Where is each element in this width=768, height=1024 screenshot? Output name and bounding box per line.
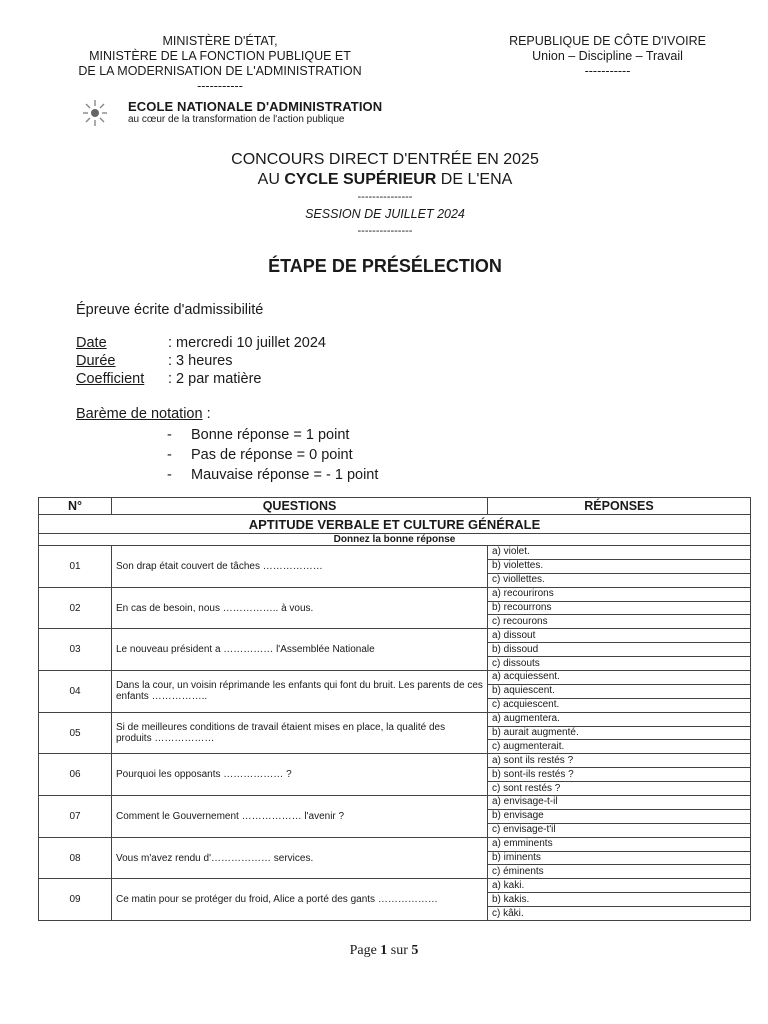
table-row <box>39 754 751 768</box>
title-line2 <box>150 170 620 190</box>
ministry-header <box>60 34 380 94</box>
question-number: 01 <box>39 546 112 588</box>
page-prefix: Page <box>349 943 381 958</box>
header-answers: RÉPONSES <box>488 498 751 515</box>
title-line2-suffix: DE L'ENA <box>436 171 513 188</box>
bareme-item-text: Pas de réponse = 0 point <box>191 447 353 463</box>
table-row <box>39 671 751 685</box>
bareme-label: Barème de notation <box>76 406 203 422</box>
republic-motto: Union – Discipline – Travail <box>532 49 683 63</box>
question-text: Vous m'avez rendu d'……………… services. <box>112 837 488 879</box>
answer-option: a) recourirons <box>488 587 751 601</box>
info-label: Coefficient <box>76 371 145 387</box>
section-row <box>39 515 751 534</box>
answer-option: a) kaki. <box>488 879 751 893</box>
answer-option: b) envisage <box>488 809 751 823</box>
page-mid: sur <box>387 943 412 958</box>
question-text: Le nouveau président a …………… l'Assemblée Nationale <box>112 629 488 671</box>
question-text: Si de meilleures conditions de travail étaient mises en place, la qualité des produits ……………… <box>112 712 488 754</box>
answer-option: c) kâki. <box>488 907 751 921</box>
answer-option: c) envisage-t'il <box>488 823 751 837</box>
info-label: Durée <box>76 353 116 369</box>
question-text: En cas de besoin, nous …………….. à vous. <box>112 587 488 629</box>
info-value: : 2 par matière <box>168 371 262 387</box>
answer-option: a) acquiessent. <box>488 671 751 685</box>
session-label: SESSION DE JUILLET 2024 <box>305 207 465 221</box>
republic-name: REPUBLIQUE DE CÔTE D'IVOIRE <box>509 34 706 48</box>
table-row <box>39 712 751 726</box>
info-label: Date <box>76 335 107 351</box>
section-title: APTITUDE VERBALE ET CULTURE GÉNÉRALE <box>39 515 751 534</box>
bareme-heading <box>76 405 211 423</box>
bareme-item: - Pas de réponse = 0 point <box>167 447 353 463</box>
question-number: 08 <box>39 837 112 879</box>
title-line2-bold: CYCLE SUPÉRIEUR <box>284 171 437 188</box>
republic-separator: ----------- <box>584 64 631 78</box>
question-number: 04 <box>39 671 112 713</box>
answer-option: c) recourons <box>488 615 751 629</box>
title-line1: CONCOURS DIRECT D'ENTRÉE EN 2025 <box>231 151 539 168</box>
page-number <box>0 943 768 959</box>
session-separator: --------------- <box>357 225 413 237</box>
ministry-line: DE LA MODERNISATION DE L'ADMINISTRATION <box>78 64 362 78</box>
bareme-colon: : <box>202 406 211 422</box>
stage-heading: ÉTAPE DE PRÉSÉLECTION <box>268 256 502 276</box>
answer-option: c) dissouts <box>488 657 751 671</box>
question-number: 05 <box>39 712 112 754</box>
answer-option: c) éminents <box>488 865 751 879</box>
question-number: 06 <box>39 754 112 796</box>
answer-option: a) violet. <box>488 546 751 560</box>
table-header-row <box>39 498 751 515</box>
table-row <box>39 796 751 810</box>
page-total: 5 <box>411 943 419 958</box>
table-row <box>39 837 751 851</box>
table-row <box>39 629 751 643</box>
question-number: 09 <box>39 879 112 921</box>
exam-title <box>150 150 620 238</box>
info-value: : mercredi 10 juillet 2024 <box>168 335 326 351</box>
answer-option: b) sont-ils restés ? <box>488 768 751 782</box>
question-number: 02 <box>39 587 112 629</box>
answer-option: b) aurait augmenté. <box>488 726 751 740</box>
instruction-row <box>39 534 751 546</box>
school-tagline: au cœur de la transformation de l'action publique <box>128 114 345 125</box>
answer-option: a) envisage-t-il <box>488 796 751 810</box>
answer-option: c) viollettes. <box>488 573 751 587</box>
questions-table <box>38 497 751 921</box>
page-current: 1 <box>380 943 388 958</box>
question-number: 03 <box>39 629 112 671</box>
ministry-separator: ----------- <box>197 79 243 93</box>
info-row-coefficient <box>76 371 262 387</box>
answer-option: b) violettes. <box>488 559 751 573</box>
answer-option: a) sont ils restés ? <box>488 754 751 768</box>
header-num: N° <box>39 498 112 515</box>
answer-option: b) kakis. <box>488 893 751 907</box>
republic-header <box>490 34 725 79</box>
answer-option: b) iminents <box>488 851 751 865</box>
ministry-line: MINISTÈRE DE LA FONCTION PUBLIQUE ET <box>89 49 351 63</box>
question-text: Dans la cour, un voisin réprimande les enfants qui font du bruit. Les parents de ces enfants …………….. <box>112 671 488 713</box>
exam-subtitle: Épreuve écrite d'admissibilité <box>76 302 264 318</box>
ministry-line: MINISTÈRE D'ÉTAT, <box>162 34 278 48</box>
question-text: Ce matin pour se protéger du froid, Alice a porté des gants ……………… <box>112 879 488 921</box>
table-row <box>39 879 751 893</box>
header-questions: QUESTIONS <box>112 498 488 515</box>
bareme-item: - Mauvaise réponse = - 1 point <box>167 467 379 483</box>
bareme-item-text: Mauvaise réponse = - 1 point <box>191 467 379 483</box>
info-row-duration <box>76 353 233 369</box>
ena-logo-icon <box>78 98 112 128</box>
instruction-text: Donnez la bonne réponse <box>39 534 751 546</box>
answer-option: a) emminents <box>488 837 751 851</box>
answer-option: b) dissoud <box>488 643 751 657</box>
table-row <box>39 546 751 560</box>
question-text: Comment le Gouvernement ……………… l'avenir ? <box>112 796 488 838</box>
question-number: 07 <box>39 796 112 838</box>
info-row-date <box>76 335 326 351</box>
bareme-item-text: Bonne réponse = 1 point <box>191 427 350 443</box>
answer-option: c) sont restés ? <box>488 782 751 796</box>
title-separator: --------------- <box>357 191 413 203</box>
answer-option: b) recourrons <box>488 601 751 615</box>
table-row <box>39 587 751 601</box>
bareme-list <box>167 425 378 485</box>
answer-option: a) augmentera. <box>488 712 751 726</box>
answer-option: a) dissout <box>488 629 751 643</box>
question-text: Pourquoi les opposants ……………… ? <box>112 754 488 796</box>
answer-option: b) aquiescent. <box>488 684 751 698</box>
info-value: : 3 heures <box>168 353 233 369</box>
question-text: Son drap était couvert de tâches ……………… <box>112 546 488 588</box>
bareme-item: - Bonne réponse = 1 point <box>167 427 350 443</box>
answer-option: c) augmenterait. <box>488 740 751 754</box>
answer-option: c) acquiescent. <box>488 698 751 712</box>
school-name: ECOLE NATIONALE D'ADMINISTRATION <box>128 99 383 114</box>
title-line2-prefix: AU <box>257 171 285 188</box>
